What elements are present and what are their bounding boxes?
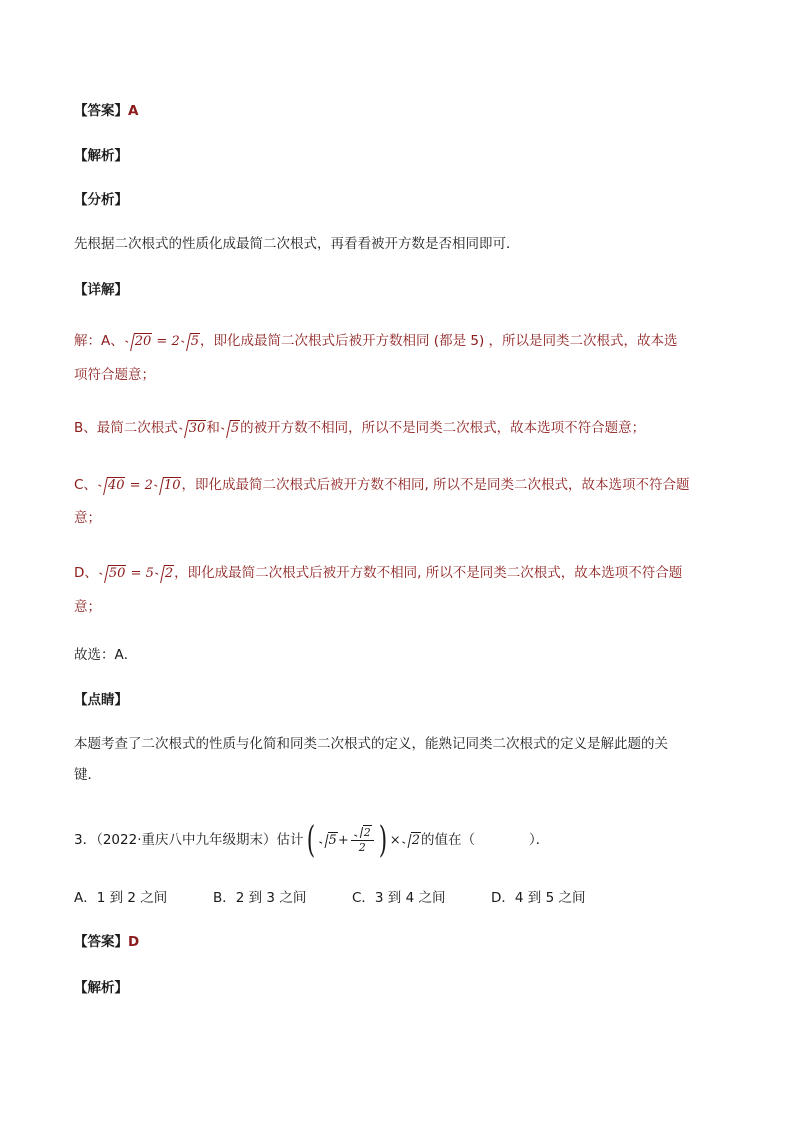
sqrt-30: 30 <box>179 419 207 439</box>
sqrt-5-q3: 5 <box>319 833 338 849</box>
sqrt-5: 5 <box>181 332 200 352</box>
answer-heading <box>74 101 138 121</box>
detail-d-line1: D、 50 = 5 2，即化成最简二次根式后被开方数不相同, 所以不是同类二次根式，故本选项不符合题 <box>74 563 682 584</box>
review-heading: 【点睛】 <box>74 692 128 708</box>
review-text-line2: 键． <box>74 767 101 783</box>
answer-value: A <box>128 103 139 119</box>
sqrt-10: 10 <box>154 476 182 496</box>
option-a: A．1 到 2 之间 <box>74 890 168 906</box>
right-paren: ) <box>378 819 387 861</box>
fenxi-text: 先根据二次根式的性质化成最简二次根式，再看看被开方数是否相同即可． <box>74 236 520 252</box>
sqrt-20: 20 <box>125 332 153 352</box>
fenxi-heading: 【分析】 <box>74 192 128 208</box>
option-c: C．3 到 4 之间 <box>352 890 446 906</box>
answer-tag: 【答案】 <box>74 103 128 119</box>
choose-text: 故选：A． <box>74 647 138 663</box>
answer-value-q3: D <box>128 934 140 950</box>
detail-d-line2: 意； <box>74 599 101 615</box>
review-text-line1: 本题考查了二次根式的性质与化简和同类二次根式的定义，能熟记同类二次根式的定义是解此题的关 <box>74 736 668 752</box>
detail-heading: 【详解】 <box>74 282 128 298</box>
sqrt-50: 50 <box>99 564 127 584</box>
question-3-stem: 3．（2022·重庆八中九年级期末）估计( 5+ $\frac{2}{2}$ ) × 2的值在（ ）． <box>74 819 550 861</box>
sqrt-5-b: 5 <box>221 419 240 439</box>
sqrt-2: 2 <box>155 564 174 584</box>
sqrt-2-q3: 2 <box>402 833 421 849</box>
option-b: B．2 到 3 之间 <box>213 890 307 906</box>
detail-b-line: B、最简二次根式 30和 5的被开方数不相同，所以不是同类二次根式，故本选项不符合题意； <box>74 418 645 439</box>
detail-a-line1: 解：A、 20 = 2 5，即化成最简二次根式后被开方数相同 (都是 5) ，所以是同类二次根式，故本选 <box>74 331 678 352</box>
fraction-sqrt2-over-2: $\frac{2}{2}$ <box>351 826 374 855</box>
question-3-options <box>74 888 630 908</box>
detail-c-line2: 意； <box>74 510 101 526</box>
left-paren: ( <box>306 819 315 861</box>
analysis-heading: 【解析】 <box>74 148 128 164</box>
option-d: D．4 到 5 之间 <box>491 890 586 906</box>
answer-heading-q3: 【答案】D <box>74 934 140 950</box>
detail-a-line2: 项符合题意； <box>74 367 155 383</box>
detail-c-line1: C、 40 = 2 10，即化成最简二次根式后被开方数不相同, 所以不是同类二次根式，故本选项不符合题 <box>74 475 690 496</box>
sqrt-40: 40 <box>98 476 126 496</box>
analysis-heading-q3: 【解析】 <box>74 980 128 996</box>
